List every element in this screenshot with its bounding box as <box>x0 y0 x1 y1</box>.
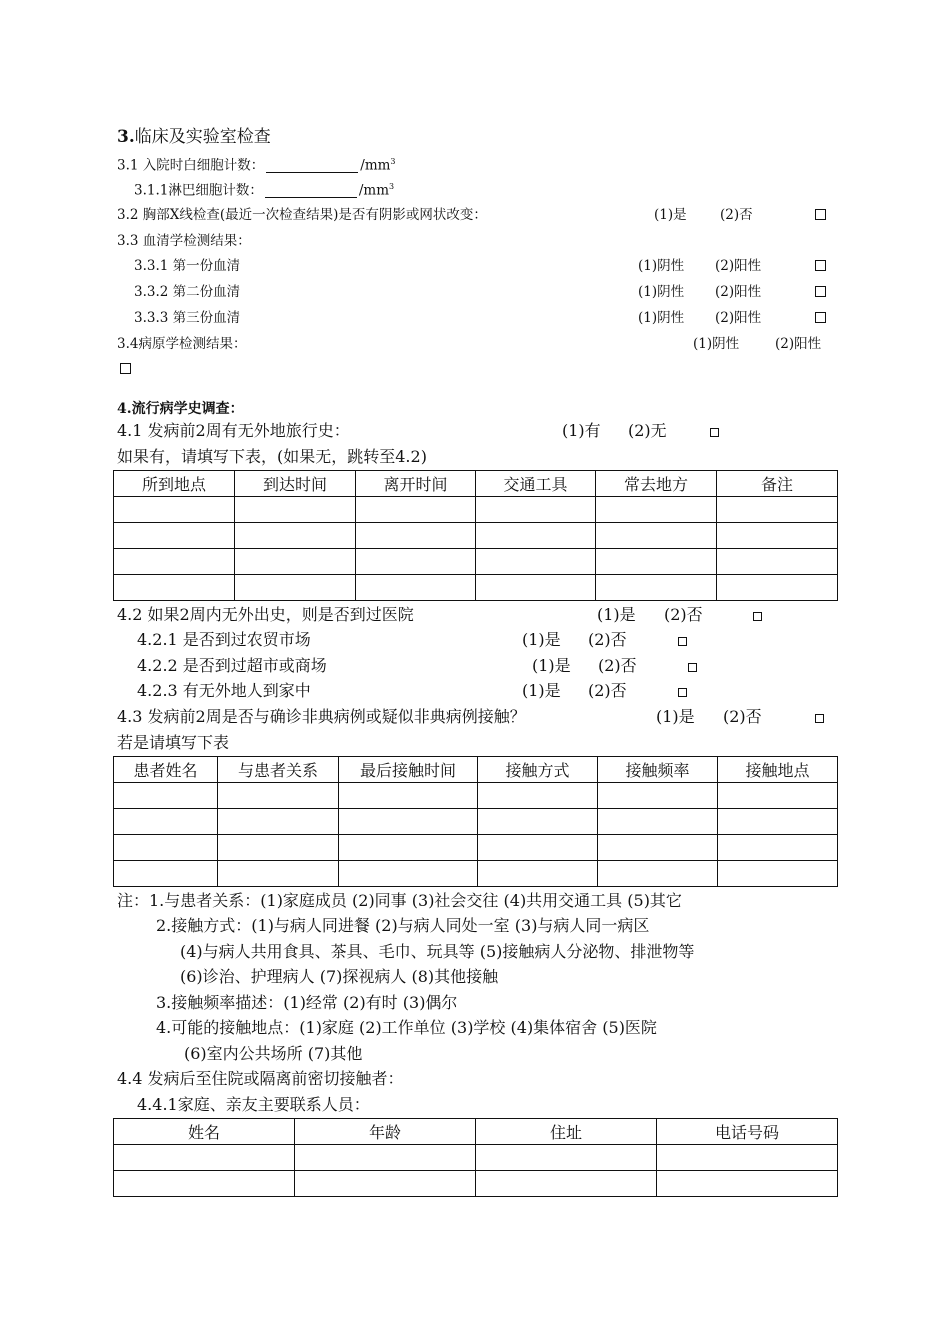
serum-3-checkbox[interactable] <box>815 312 826 323</box>
supermarket-option-yes: (1)是 <box>532 656 571 675</box>
table-row <box>114 809 838 835</box>
serum-3-positive: (2)阳性 <box>715 310 762 326</box>
note-relation: 注：1.与患者关系：(1)家庭成员 (2)同事 (3)社会交往 (4)共用交通工具 (5)其它 <box>117 891 682 910</box>
table-row <box>114 575 838 601</box>
contact-header-method: 接触方式 <box>478 757 598 783</box>
table-row <box>114 549 838 575</box>
travel-header-departure: 离开时间 <box>356 471 476 497</box>
table-row <box>114 783 838 809</box>
serum-2-positive: (2)阳性 <box>715 284 762 300</box>
travel-option-yes: (1)有 <box>562 421 601 440</box>
hospital-question: 4.2 如果2周内无外出史，则是否到过医院 <box>117 605 414 624</box>
contact-header-patient-name: 患者姓名 <box>114 757 218 783</box>
xray-option-yes: (1)是 <box>654 207 687 223</box>
pathogen-positive: (2)阳性 <box>775 336 822 352</box>
note-location-cont: (6)室内公共场所 (7)其他 <box>184 1044 363 1063</box>
contact-table-header <box>114 757 838 783</box>
travel-table-header <box>114 471 838 497</box>
travel-checkbox[interactable] <box>710 428 719 437</box>
pathogen-question: 3.4病原学检测结果： <box>117 336 247 352</box>
travel-header-place: 所到地点 <box>114 471 235 497</box>
travel-option-no: (2)无 <box>628 421 667 440</box>
note-contact-method-cont1: (4)与病人共用食具、茶具、毛巾、玩具等 (5)接触病人分泌物、排泄物等 <box>180 942 695 961</box>
hospital-option-no: (2)否 <box>664 605 703 624</box>
hospital-option-yes: (1)是 <box>597 605 636 624</box>
note-contact-method: 2.接触方式：(1)与病人同进餐 (2)与病人同处一室 (3)与病人同一病区 <box>156 916 650 935</box>
close-contacts-heading: 4.4 发病后至住院或隔离前密切接触者： <box>117 1069 404 1088</box>
contact-table <box>113 756 838 887</box>
family-table-header <box>114 1119 838 1145</box>
serum-1-positive: (2)阳性 <box>715 258 762 274</box>
family-contacts-heading: 4.4.1家庭、亲友主要联系人员： <box>137 1095 370 1114</box>
xray-question: 3.2 胸部X线检查(最近一次检查结果)是否有阴影或网状改变： <box>117 207 487 223</box>
serum-2-negative: (1)阴性 <box>638 284 685 300</box>
travel-table <box>113 470 838 601</box>
lymph-count-row: 3.1.1淋巴细胞计数： $/mm^3$ <box>134 182 395 199</box>
travel-header-arrival: 到达时间 <box>235 471 356 497</box>
visitor-option-yes: (1)是 <box>522 681 561 700</box>
travel-header-remarks: 备注 <box>717 471 838 497</box>
serum-1-label: 3.3.1 第一份血清 <box>134 258 241 274</box>
travel-question: 4.1 发病前2周有无外地旅行史： <box>117 421 350 440</box>
serum-3-label: 3.3.3 第三份血清 <box>134 310 241 326</box>
supermarket-question: 4.2.2 是否到过超市或商场 <box>137 656 327 675</box>
market-checkbox[interactable] <box>678 637 687 646</box>
contact-header-frequency: 接触频率 <box>598 757 718 783</box>
serology-heading: 3.3 血清学检测结果： <box>117 233 251 249</box>
visitor-option-no: (2)否 <box>588 681 627 700</box>
serum-3-negative: (1)阴性 <box>638 310 685 326</box>
family-header-age: 年龄 <box>295 1119 476 1145</box>
market-option-no: (2)否 <box>588 630 627 649</box>
contact-option-yes: (1)是 <box>656 707 695 726</box>
travel-note: 如果有，请填写下表，(如果无，跳转至4.2) <box>117 447 427 466</box>
contact-checkbox[interactable] <box>815 714 824 723</box>
table-row <box>114 523 838 549</box>
lymph-count-input[interactable] <box>265 185 357 198</box>
serum-1-checkbox[interactable] <box>815 260 826 271</box>
supermarket-checkbox[interactable] <box>688 663 697 672</box>
wbc-count-input[interactable] <box>266 160 358 173</box>
travel-header-frequent-places: 常去地方 <box>596 471 717 497</box>
serum-2-checkbox[interactable] <box>815 286 826 297</box>
table-row <box>114 1171 838 1197</box>
market-question: 4.2.1 是否到过农贸市场 <box>137 630 311 649</box>
serum-2-label: 3.3.2 第二份血清 <box>134 284 241 300</box>
note-location: 4.可能的接触地点：(1)家庭 (2)工作单位 (3)学校 (4)集体宿舍 (5)医院 <box>156 1018 657 1037</box>
contact-option-no: (2)否 <box>723 707 762 726</box>
visitor-question: 4.2.3 有无外地人到家中 <box>137 681 311 700</box>
table-row <box>114 835 838 861</box>
contact-header-last-contact: 最后接触时间 <box>339 757 478 783</box>
family-header-name: 姓名 <box>114 1119 295 1145</box>
xray-checkbox[interactable] <box>815 209 826 220</box>
visitor-checkbox[interactable] <box>678 688 687 697</box>
section3-title: 3.临床及实验室检查 <box>117 127 271 147</box>
family-header-phone: 电话号码 <box>657 1119 838 1145</box>
family-table <box>113 1118 838 1197</box>
serum-1-negative: (1)阴性 <box>638 258 685 274</box>
hospital-checkbox[interactable] <box>753 612 762 621</box>
xray-option-no: (2)否 <box>720 207 753 223</box>
contact-header-location: 接触地点 <box>718 757 838 783</box>
note-frequency: 3.接触频率描述：(1)经常 (2)有时 (3)偶尔 <box>156 993 458 1012</box>
table-row <box>114 497 838 523</box>
table-row <box>114 861 838 887</box>
travel-header-transport: 交通工具 <box>476 471 596 497</box>
pathogen-negative: (1)阴性 <box>693 336 740 352</box>
wbc-count-row: 3.1 入院时白细胞计数： $/mm^3$ <box>117 157 396 174</box>
note-contact-method-cont2: (6)诊治、护理病人 (7)探视病人 (8)其他接触 <box>180 967 499 986</box>
supermarket-option-no: (2)否 <box>598 656 637 675</box>
table-row <box>114 1145 838 1171</box>
section4-title: 4.流行病学史调查： <box>117 401 244 417</box>
contact-question: 4.3 发病前2周是否与确诊非典病例或疑似非典病例接触？ <box>117 707 526 726</box>
market-option-yes: (1)是 <box>522 630 561 649</box>
pathogen-checkbox[interactable] <box>120 363 131 374</box>
family-header-address: 住址 <box>476 1119 657 1145</box>
contact-header-relation: 与患者关系 <box>218 757 339 783</box>
contact-note: 若是请填写下表 <box>117 733 230 752</box>
